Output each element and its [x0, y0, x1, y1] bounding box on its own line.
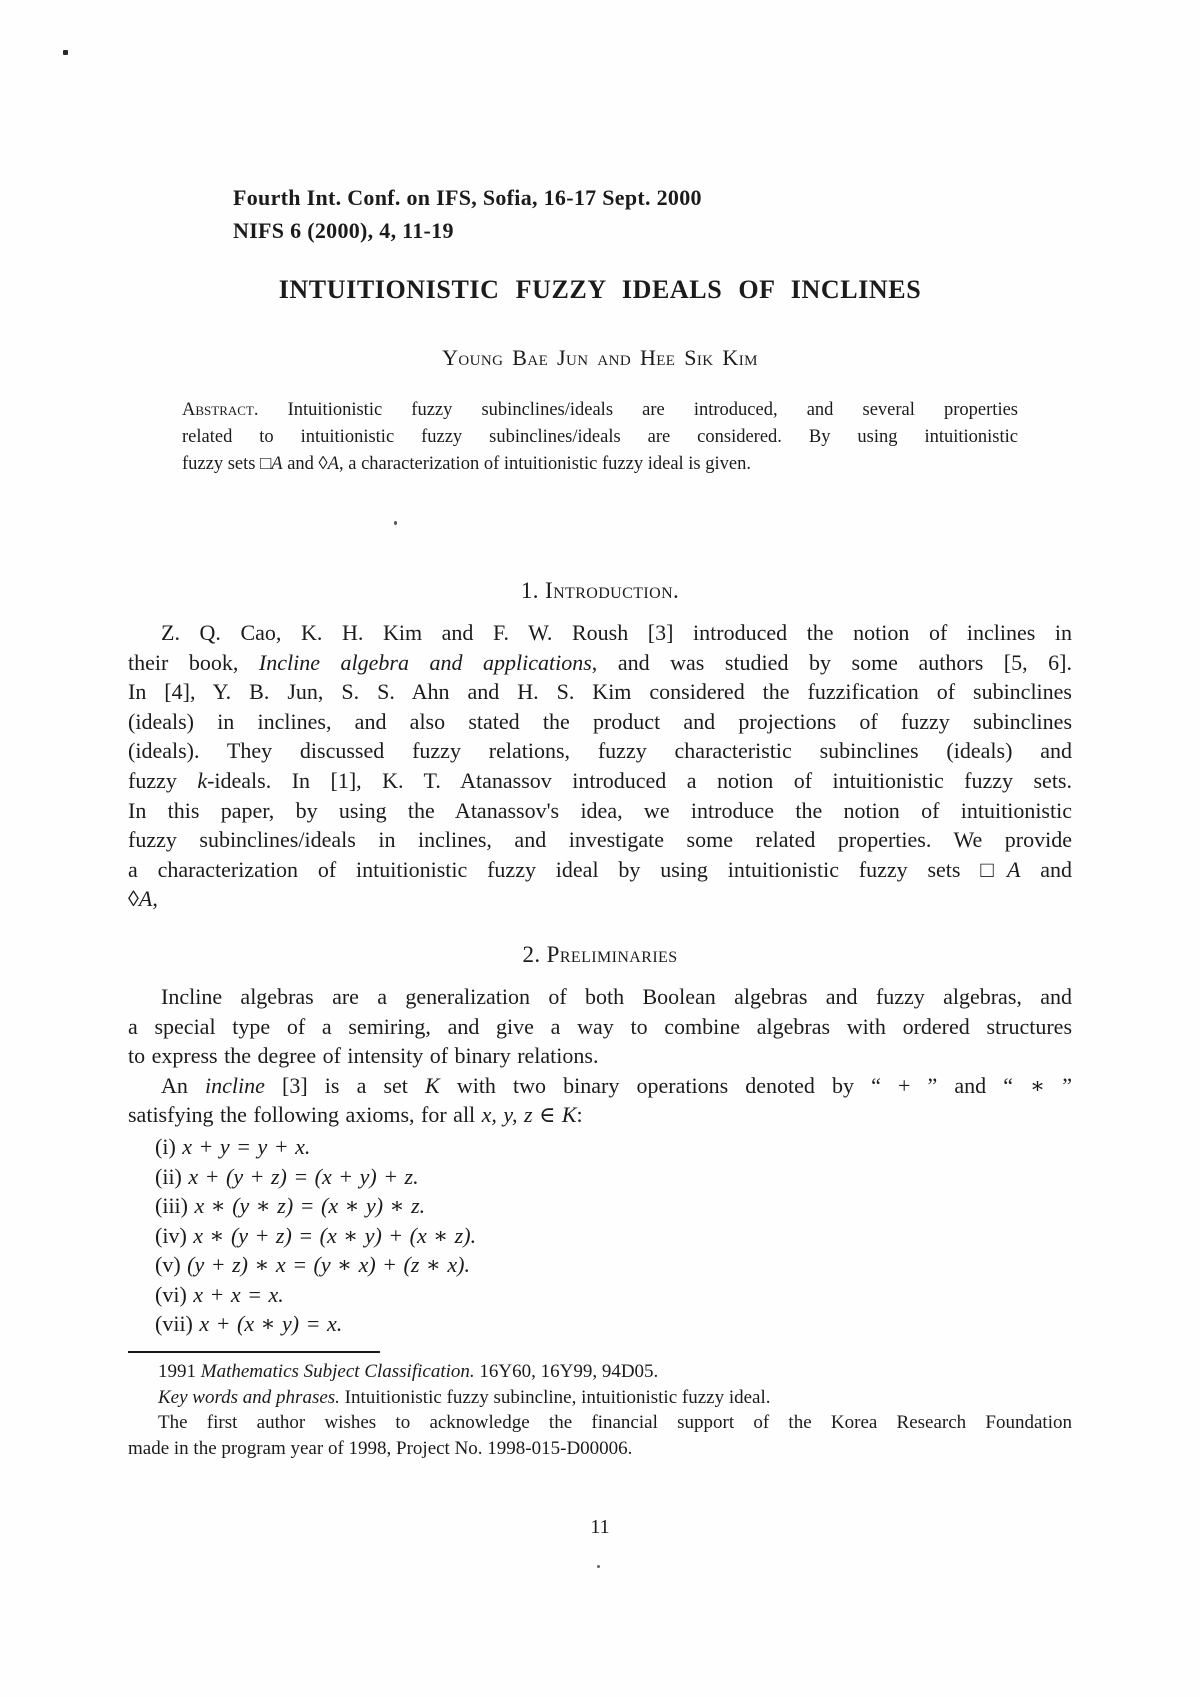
text-segment: and	[1020, 856, 1073, 882]
text-line	[128, 1436, 1072, 1462]
text-segment: 16Y60, 16Y99, 94D05.	[474, 1361, 659, 1383]
text-line	[182, 424, 1018, 451]
text-segment: 1991	[158, 1361, 201, 1383]
text-segment: (ideals). They discussed fuzzy relations, fuzzy characteristic subinclines (ideals) and	[128, 738, 1072, 764]
text-line	[128, 1071, 1072, 1101]
text-line	[155, 1309, 1072, 1339]
text-line	[155, 1132, 1072, 1162]
text-line	[155, 1250, 1072, 1280]
text-segment: fuzzy sets □	[182, 454, 272, 474]
text-segment: to express the degree of intensity of binary relations.	[128, 1043, 599, 1069]
italic-text: x + y = y + x.	[182, 1133, 311, 1159]
italic-text: A	[327, 454, 339, 474]
text-segment: Incline algebras are a generalization of both Boolean algebras and fuzzy algebras, and	[161, 983, 1072, 1009]
text-line	[128, 648, 1072, 678]
footnote-acknowledgement	[128, 1410, 1072, 1461]
text-line	[182, 451, 1018, 478]
italic-text: x + (y + z) = (x + y) + z.	[188, 1163, 419, 1189]
text-line	[128, 707, 1072, 737]
authors-line: Young Bae Jun and Hee Sik Kim	[442, 345, 758, 370]
text-segment: Intuitionistic fuzzy subincline, intuitionistic fuzzy ideal.	[339, 1386, 771, 1408]
footnote-rule	[128, 1351, 380, 1353]
text-segment: (v)	[155, 1252, 188, 1278]
text-line	[155, 1191, 1072, 1221]
italic-text: K	[561, 1102, 577, 1128]
section-heading-introduction: 1. Introduction.	[520, 578, 680, 603]
italic-text: (y + z) ∗ x = (y ∗ x) + (z ∗ x).	[187, 1252, 470, 1278]
footnotes-block	[128, 1359, 1072, 1461]
text-segment: their book,	[128, 649, 259, 675]
text-segment: fuzzy subinclines/ideals in inclines, and investigate some related properties. We provide	[128, 827, 1072, 853]
text-segment: (ideals) in inclines, and also stated the product and projections of fuzzy subinclines	[128, 708, 1072, 734]
axiom-list	[128, 1132, 1072, 1339]
text-line	[155, 1280, 1072, 1310]
text-line	[128, 855, 1072, 885]
italic-text: K	[425, 1072, 440, 1098]
text-segment: (i)	[155, 1133, 183, 1159]
italic-text: k	[197, 767, 208, 793]
text-segment: (iv)	[155, 1222, 194, 1248]
scan-speck	[63, 50, 68, 55]
text-line	[128, 1385, 1072, 1411]
text-line	[128, 982, 1072, 1012]
section-heading-preliminaries: 2. Preliminaries	[522, 941, 678, 967]
italic-text: x + (x ∗ y) = x.	[199, 1311, 343, 1337]
text-line	[128, 1410, 1072, 1436]
preliminaries-paragraph	[128, 982, 1072, 1071]
text-line	[128, 677, 1072, 707]
conference-header-line1: Fourth Int. Conf. on IFS, Sofia, 16-17 Sept. 2000	[233, 185, 702, 210]
text-line	[128, 796, 1072, 826]
text-segment: :	[576, 1102, 583, 1128]
text-segment: with two binary operations denoted by “ + ” and “ ∗ ”	[439, 1072, 1073, 1098]
text-segment: and ◊	[282, 454, 328, 474]
smallcaps-text: Abstract.	[182, 400, 259, 420]
text-line	[128, 1012, 1072, 1042]
text-segment: An	[161, 1072, 206, 1098]
abstract-block	[182, 397, 1018, 478]
page-number: 11	[590, 1516, 610, 1538]
text-segment: satisfying the following axioms, for all	[128, 1102, 482, 1128]
italic-text: incline	[205, 1072, 265, 1098]
text-segment: , and was studied by some authors [5, 6].	[591, 649, 1072, 675]
italic-text: x ∗ (y ∗ z) = (x ∗ y) ∗ z.	[194, 1193, 426, 1219]
text-segment: (vi)	[155, 1281, 194, 1307]
italic-text: A	[271, 454, 283, 474]
text-line	[128, 766, 1072, 796]
text-line	[155, 1162, 1072, 1192]
text-segment: made in the program year of 1998, Project No. 1998-015-D00006.	[128, 1437, 633, 1459]
text-segment: ∈	[532, 1102, 562, 1128]
footnote-msc	[128, 1359, 1072, 1385]
paper-title: INTUITIONISTIC FUZZY IDEALS OF INCLINES	[278, 275, 922, 304]
italic-text: A	[138, 886, 153, 912]
text-segment: Z. Q. Cao, K. H. Kim and F. W. Roush [3] introduced the notion of inclines in	[161, 620, 1072, 645]
text-line	[128, 884, 1072, 914]
text-segment: a characterization of intuitionistic fuzzy ideal by using intuitionistic fuzzy sets □	[128, 856, 1007, 882]
text-segment: (iii)	[155, 1193, 195, 1219]
italic-text: x, y, z	[481, 1102, 533, 1128]
italic-text: A	[1006, 856, 1021, 882]
text-segment: (ii)	[155, 1163, 189, 1189]
italic-text: Incline algebra and applications	[258, 649, 592, 675]
italic-text: x ∗ (y + z) = (x ∗ y) + (x ∗ z).	[193, 1222, 477, 1248]
text-segment: (vii)	[155, 1311, 200, 1337]
text-line	[155, 1221, 1072, 1251]
conference-header-line2: NIFS 6 (2000), 4, 11-19	[233, 218, 454, 243]
footnote-keywords	[128, 1385, 1072, 1411]
text-segment: [3] is a set	[264, 1072, 426, 1098]
text-segment: fuzzy	[128, 767, 198, 793]
text-segment: related to intuitionistic fuzzy subinclines/ideals are considered. By using intuitionistic	[182, 427, 1018, 447]
text-segment: In [4], Y. B. Jun, S. S. Ahn and H. S. Kim considered the fuzzification of subinclines	[128, 679, 1072, 705]
text-segment: , a characterization of intuitionistic fuzzy ideal is given.	[339, 454, 751, 474]
text-segment: ,	[152, 886, 158, 912]
text-segment: Intuitionistic fuzzy subinclines/ideals are introduced, and several properties	[258, 400, 1018, 420]
incline-definition-paragraph	[128, 1071, 1072, 1130]
text-line	[182, 397, 1018, 424]
text-segment: -ideals. In [1], K. T. Atanassov introduced a notion of intuitionistic fuzzy sets.	[207, 767, 1072, 793]
text-line	[128, 1359, 1072, 1385]
text-line	[128, 1041, 1072, 1071]
italic-text: x + x = x.	[193, 1281, 284, 1307]
text-column	[128, 0, 1072, 1697]
text-segment: In this paper, by using the Atanassov's idea, we introduce the notion of intuitionistic	[128, 797, 1072, 823]
text-line	[128, 618, 1072, 648]
text-segment: ◊	[128, 886, 139, 912]
text-line	[128, 1100, 1072, 1130]
italic-text: Mathematics Subject Classification.	[200, 1361, 475, 1383]
text-segment: a special type of a semiring, and give a way to combine algebras with ordered structures	[128, 1013, 1072, 1039]
italic-text: Key words and phrases.	[158, 1386, 340, 1408]
text-line	[128, 736, 1072, 766]
conference-header	[233, 181, 1072, 247]
text-line	[128, 825, 1072, 855]
introduction-paragraph	[128, 618, 1072, 914]
text-segment: The first author wishes to acknowledge the financial support of the Korea Research Foundation	[158, 1412, 1072, 1434]
